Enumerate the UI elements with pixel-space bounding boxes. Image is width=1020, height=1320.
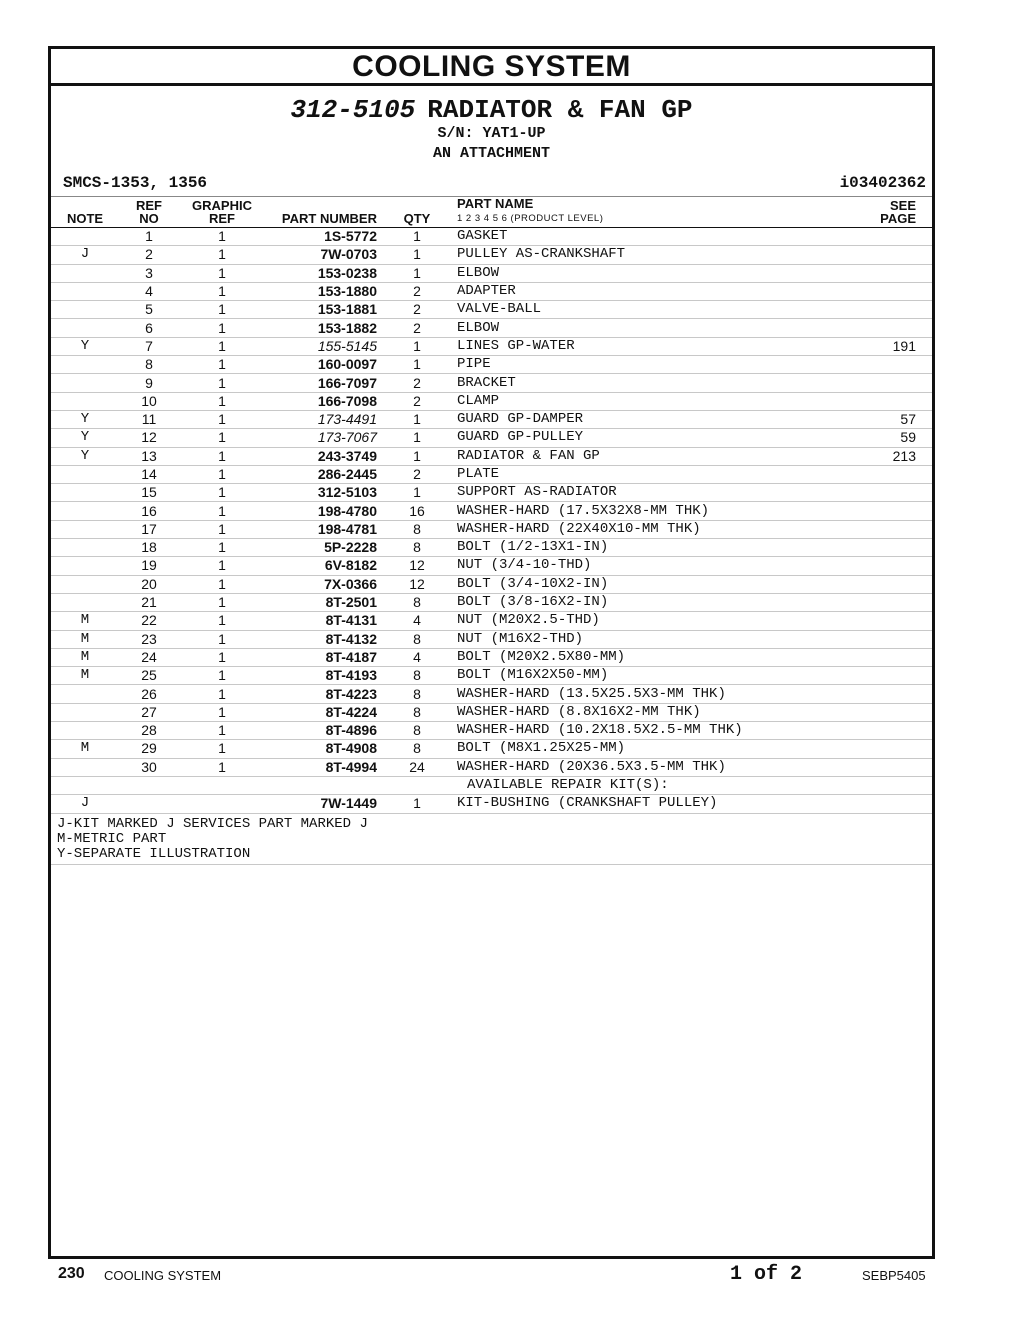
note-cell: [51, 356, 119, 374]
graphic-ref-cell: 1: [179, 630, 265, 648]
attachment-label: AN ATTACHMENT: [432, 145, 551, 162]
graphic-ref-cell: 1: [179, 484, 265, 502]
table-row: [51, 758, 932, 776]
graphic-ref-cell: 1: [179, 703, 265, 721]
see-page-cell: [856, 374, 932, 392]
graphic-ref-cell: 1: [179, 575, 265, 593]
see-page-cell: [856, 301, 932, 319]
qty-cell: 1: [377, 484, 457, 502]
see-page-cell: [856, 703, 932, 721]
table-row: [51, 648, 932, 666]
part-name-cell: CLAMP: [457, 392, 856, 410]
part-name-cell: BOLT (M20X2.5X80-MM): [457, 648, 856, 666]
part-number-cell: 7X-0366: [265, 575, 377, 593]
part-name-cell: GUARD GP-PULLEY: [457, 429, 856, 447]
table-row: [51, 612, 932, 630]
qty-cell: 1: [377, 795, 457, 813]
qty-cell: 2: [377, 392, 457, 410]
qty-cell: 8: [377, 667, 457, 685]
part-number-cell: 1S-5772: [265, 228, 377, 246]
part-number-cell: 153-0238: [265, 264, 377, 282]
see-page-cell: [856, 685, 932, 703]
see-page-cell: [856, 758, 932, 776]
ref-no-cell: 10: [119, 392, 179, 410]
part-number-cell: 286-2445: [265, 465, 377, 483]
graphic-ref-cell: 1: [179, 539, 265, 557]
see-page-cell: 57: [856, 410, 932, 428]
part-name-cell: VALVE-BALL: [457, 301, 856, 319]
smcs-codes: SMCS-1353, 1356: [63, 174, 208, 192]
col-part-number: PART NUMBER: [265, 197, 377, 228]
see-page-cell: [856, 630, 932, 648]
table-row: [51, 264, 932, 282]
graphic-ref-cell: 1: [179, 667, 265, 685]
part-number-cell: 8T-4994: [265, 758, 377, 776]
graphic-ref-cell: 1: [179, 429, 265, 447]
repair-kit-heading: AVAILABLE REPAIR KIT(S):: [457, 776, 932, 794]
graphic-ref-cell: 1: [179, 246, 265, 264]
ref-no-cell: 23: [119, 630, 179, 648]
see-page-cell: [856, 740, 932, 758]
table-header-row: [51, 197, 932, 228]
part-number-cell: 5P-2228: [265, 539, 377, 557]
table-row: [51, 557, 932, 575]
see-page-cell: [856, 502, 932, 520]
part-number-cell: 7W-1449: [265, 795, 377, 813]
part-number-cell: 173-7067: [265, 429, 377, 447]
ref-no-cell: 1: [119, 228, 179, 246]
qty-cell: 8: [377, 722, 457, 740]
note-cell: [51, 557, 119, 575]
graphic-ref-cell: 1: [179, 374, 265, 392]
part-number-cell: 153-1881: [265, 301, 377, 319]
see-page-cell: [856, 484, 932, 502]
qty-cell: 8: [377, 685, 457, 703]
ref-no-cell: 28: [119, 722, 179, 740]
note-cell: M: [51, 612, 119, 630]
note-cell: [51, 539, 119, 557]
part-name-cell: WASHER-HARD (13.5X25.5X3-MM THK): [457, 685, 856, 703]
ref-no-cell: 13: [119, 447, 179, 465]
table-row: [51, 228, 932, 246]
part-number-cell: 173-4491: [265, 410, 377, 428]
note-j: J-KIT MARKED J SERVICES PART MARKED J: [57, 815, 368, 832]
part-number-cell: 166-7098: [265, 392, 377, 410]
col-note: NOTE: [51, 197, 119, 228]
table-row: [51, 722, 932, 740]
part-name-cell: WASHER-HARD (10.2X18.5X2.5-MM THK): [457, 722, 856, 740]
qty-cell: 8: [377, 703, 457, 721]
part-name-cell: RADIATOR & FAN GP: [457, 447, 856, 465]
part-name-cell: ADAPTER: [457, 282, 856, 300]
graphic-ref-cell: 1: [179, 722, 265, 740]
see-page-cell: [856, 392, 932, 410]
section-title: COOLING SYSTEM: [51, 49, 932, 86]
ref-no-cell: 19: [119, 557, 179, 575]
ref-no-cell: 15: [119, 484, 179, 502]
qty-cell: 24: [377, 758, 457, 776]
part-name-cell: GASKET: [457, 228, 856, 246]
qty-cell: 1: [377, 447, 457, 465]
graphic-ref-cell: 1: [179, 264, 265, 282]
part-number-cell: 8T-4193: [265, 667, 377, 685]
part-number-cell: 198-4780: [265, 502, 377, 520]
part-number-cell: 160-0097: [265, 356, 377, 374]
qty-cell: 12: [377, 575, 457, 593]
part-name-cell: SUPPORT AS-RADIATOR: [457, 484, 856, 502]
serial-range: S/N: YAT1-UP: [437, 125, 546, 142]
part-number-cell: 8T-4224: [265, 703, 377, 721]
part-number-cell: 8T-4187: [265, 648, 377, 666]
qty-cell: 8: [377, 740, 457, 758]
graphic-ref-cell: 1: [179, 319, 265, 337]
part-name-cell: WASHER-HARD (8.8X16X2-MM THK): [457, 703, 856, 721]
see-page-cell: [856, 264, 932, 282]
part-name-cell: WASHER-HARD (20X36.5X3.5-MM THK): [457, 758, 856, 776]
note-cell: M: [51, 630, 119, 648]
ref-no-cell: 27: [119, 703, 179, 721]
note-cell: J: [51, 795, 119, 813]
table-row: [51, 484, 932, 502]
ref-no-cell: 3: [119, 264, 179, 282]
part-number-cell: 155-5145: [265, 337, 377, 355]
qty-cell: 2: [377, 374, 457, 392]
graphic-ref-cell: 1: [179, 593, 265, 611]
graphic-ref-cell: 1: [179, 502, 265, 520]
part-name-cell: BOLT (3/4-10X2-IN): [457, 575, 856, 593]
see-page-cell: [856, 593, 932, 611]
repair-kit-body: [51, 776, 932, 813]
note-cell: Y: [51, 337, 119, 355]
see-page-cell: [856, 319, 932, 337]
note-cell: Y: [51, 429, 119, 447]
note-cell: [51, 685, 119, 703]
note-cell: [51, 228, 119, 246]
part-name-cell: KIT-BUSHING (CRANKSHAFT PULLEY): [457, 795, 856, 813]
col-part-name: PART NAME 1 2 3 4 5 6 (PRODUCT LEVEL): [457, 197, 856, 228]
qty-cell: 1: [377, 264, 457, 282]
ref-no-cell: 7: [119, 337, 179, 355]
note-cell: [51, 319, 119, 337]
note-cell: M: [51, 740, 119, 758]
table-row: [51, 356, 932, 374]
see-page-cell: 191: [856, 337, 932, 355]
note-cell: M: [51, 667, 119, 685]
see-page-cell: [856, 282, 932, 300]
part-name-cell: ELBOW: [457, 264, 856, 282]
part-number-cell: 243-3749: [265, 447, 377, 465]
part-number-cell: 8T-4131: [265, 612, 377, 630]
col-graphic-ref: GRAPHIC REF: [179, 197, 265, 228]
note-cell: [51, 301, 119, 319]
qty-cell: 1: [377, 410, 457, 428]
graphic-ref-cell: 1: [179, 337, 265, 355]
see-page-cell: [856, 557, 932, 575]
note-cell: [51, 392, 119, 410]
graphic-ref-cell: 1: [179, 612, 265, 630]
ref-no-cell: 29: [119, 740, 179, 758]
graphic-ref-cell: 1: [179, 447, 265, 465]
see-page-cell: [856, 228, 932, 246]
note-cell: [51, 264, 119, 282]
part-number-cell: 8T-4896: [265, 722, 377, 740]
ref-no-cell: 21: [119, 593, 179, 611]
note-cell: [51, 593, 119, 611]
note-cell: [51, 520, 119, 538]
footer-page-number: 230: [58, 1265, 85, 1282]
ref-no-cell: 25: [119, 667, 179, 685]
table-row: [51, 539, 932, 557]
part-number-cell: 153-1880: [265, 282, 377, 300]
footer-doc-id: SEBP5405: [862, 1268, 926, 1283]
part-name-cell: WASHER-HARD (22X40X10-MM THK): [457, 520, 856, 538]
table-row: [51, 575, 932, 593]
note-m: M-METRIC PART: [57, 830, 167, 847]
part-name-cell: BOLT (M8X1.25X25-MM): [457, 740, 856, 758]
qty-cell: 1: [377, 429, 457, 447]
table-row: [51, 465, 932, 483]
ref-no-cell: 12: [119, 429, 179, 447]
part-number-cell: 8T-2501: [265, 593, 377, 611]
ref-no-cell: 5: [119, 301, 179, 319]
ref-no-cell: 26: [119, 685, 179, 703]
qty-cell: 4: [377, 648, 457, 666]
see-page-cell: [856, 722, 932, 740]
ref-no-cell: 22: [119, 612, 179, 630]
col-qty: QTY: [377, 197, 457, 228]
graphic-ref-cell: 1: [179, 648, 265, 666]
table-row: [51, 319, 932, 337]
qty-cell: 8: [377, 630, 457, 648]
qty-cell: 12: [377, 557, 457, 575]
qty-cell: 2: [377, 282, 457, 300]
see-page-cell: [856, 667, 932, 685]
table-row: [51, 593, 932, 611]
part-number-cell: 153-1882: [265, 319, 377, 337]
part-number-cell: 8T-4132: [265, 630, 377, 648]
note-cell: [51, 758, 119, 776]
ref-no-cell: 14: [119, 465, 179, 483]
repair-kit-row: [51, 795, 932, 813]
qty-cell: 2: [377, 319, 457, 337]
note-cell: [51, 465, 119, 483]
note-cell: [51, 722, 119, 740]
ref-no-cell: 30: [119, 758, 179, 776]
note-y: Y-SEPARATE ILLUSTRATION: [57, 845, 251, 862]
graphic-ref-cell: 1: [179, 282, 265, 300]
ref-no-cell: 4: [119, 282, 179, 300]
qty-cell: 1: [377, 228, 457, 246]
table-row: [51, 282, 932, 300]
table-row: [51, 667, 932, 685]
product-level-scale: 1 2 3 4 5 6 (PRODUCT LEVEL): [457, 213, 604, 224]
ref-no-cell: 2: [119, 246, 179, 264]
smcs-row: [51, 170, 932, 194]
graphic-ref-cell: 1: [179, 410, 265, 428]
qty-cell: 8: [377, 593, 457, 611]
ref-no-cell: 16: [119, 502, 179, 520]
table-row: [51, 374, 932, 392]
qty-cell: 2: [377, 465, 457, 483]
part-number-cell: 6V-8182: [265, 557, 377, 575]
footer-page-of: 1 of 2: [730, 1263, 803, 1286]
table-row: [51, 703, 932, 721]
part-name-cell: BOLT (3/8-16X2-IN): [457, 593, 856, 611]
part-name-cell: LINES GP-WATER: [457, 337, 856, 355]
qty-cell: 8: [377, 520, 457, 538]
qty-cell: 1: [377, 337, 457, 355]
qty-cell: 1: [377, 246, 457, 264]
part-name-cell: BOLT (1/2-13X1-IN): [457, 539, 856, 557]
table-row: [51, 429, 932, 447]
footer-section: COOLING SYSTEM: [104, 1268, 222, 1283]
table-row: [51, 740, 932, 758]
part-number-cell: 312-5103: [265, 484, 377, 502]
note-cell: [51, 282, 119, 300]
see-page-cell: [856, 612, 932, 630]
graphic-ref-cell: 1: [179, 356, 265, 374]
see-page-cell: [856, 575, 932, 593]
part-name-cell: NUT (3/4-10-THD): [457, 557, 856, 575]
qty-cell: 4: [377, 612, 457, 630]
note-cell: [51, 703, 119, 721]
graphic-ref-cell: 1: [179, 465, 265, 483]
ref-no-cell: 24: [119, 648, 179, 666]
graphic-ref-cell: 1: [179, 301, 265, 319]
part-name-cell: PLATE: [457, 465, 856, 483]
see-page-cell: 213: [856, 447, 932, 465]
table-row: [51, 410, 932, 428]
part-number-cell: 8T-4908: [265, 740, 377, 758]
graphic-ref-cell: 1: [179, 740, 265, 758]
part-name-cell: PIPE: [457, 356, 856, 374]
part-name-cell: ELBOW: [457, 319, 856, 337]
illustration-id: i03402362: [839, 174, 926, 192]
part-number-cell: 166-7097: [265, 374, 377, 392]
see-page-cell: [856, 246, 932, 264]
note-cell: J: [51, 246, 119, 264]
part-name-cell: BOLT (M16X2X50-MM): [457, 667, 856, 685]
ref-no-cell: 9: [119, 374, 179, 392]
part-name-cell: BRACKET: [457, 374, 856, 392]
note-cell: Y: [51, 447, 119, 465]
part-name-cell: NUT (M20X2.5-THD): [457, 612, 856, 630]
note-cell: [51, 484, 119, 502]
part-name-cell: GUARD GP-DAMPER: [457, 410, 856, 428]
part-number-cell: 8T-4223: [265, 685, 377, 703]
part-name-cell: WASHER-HARD (17.5X32X8-MM THK): [457, 502, 856, 520]
note-cell: [51, 374, 119, 392]
ref-no-cell: 6: [119, 319, 179, 337]
notes-legend: [51, 814, 932, 865]
note-cell: Y: [51, 410, 119, 428]
ref-no-cell: 17: [119, 520, 179, 538]
parts-table: [51, 196, 932, 814]
graphic-ref-cell: 1: [179, 557, 265, 575]
table-row: [51, 447, 932, 465]
part-number-cell: 7W-0703: [265, 246, 377, 264]
note-cell: M: [51, 648, 119, 666]
ref-no-cell: 11: [119, 410, 179, 428]
table-row: [51, 392, 932, 410]
table-row: [51, 520, 932, 538]
col-ref-no: REF NO: [119, 197, 179, 228]
see-page-cell: [856, 648, 932, 666]
graphic-ref-cell: 1: [179, 685, 265, 703]
see-page-cell: [856, 539, 932, 557]
col-see-page: SEE PAGE: [856, 197, 932, 228]
page-footer: [0, 1262, 1020, 1292]
group-part-number: 312-5105: [290, 95, 416, 125]
graphic-ref-cell: 1: [179, 520, 265, 538]
part-name-cell: PULLEY AS-CRANKSHAFT: [457, 246, 856, 264]
see-page-cell: [856, 465, 932, 483]
qty-cell: 2: [377, 301, 457, 319]
group-title: [51, 96, 932, 124]
see-page-cell: [856, 520, 932, 538]
see-page-cell: [856, 356, 932, 374]
table-row: [51, 685, 932, 703]
ref-no-cell: 20: [119, 575, 179, 593]
ref-no-cell: 18: [119, 539, 179, 557]
group-name: RADIATOR & FAN GP: [427, 95, 693, 125]
parts-page-frame: [48, 46, 935, 1259]
table-row: [51, 246, 932, 264]
table-row: [51, 630, 932, 648]
qty-cell: 8: [377, 539, 457, 557]
part-number-cell: 198-4781: [265, 520, 377, 538]
note-cell: [51, 502, 119, 520]
graphic-ref-cell: 1: [179, 392, 265, 410]
note-cell: [51, 575, 119, 593]
part-name-cell: NUT (M16X2-THD): [457, 630, 856, 648]
table-row: [51, 301, 932, 319]
parts-table-body: [51, 228, 932, 777]
see-page-cell: 59: [856, 429, 932, 447]
qty-cell: 16: [377, 502, 457, 520]
ref-no-cell: 8: [119, 356, 179, 374]
repair-kit-heading-row: [51, 776, 932, 794]
table-row: [51, 502, 932, 520]
table-row: [51, 337, 932, 355]
graphic-ref-cell: 1: [179, 758, 265, 776]
qty-cell: 1: [377, 356, 457, 374]
graphic-ref-cell: 1: [179, 228, 265, 246]
